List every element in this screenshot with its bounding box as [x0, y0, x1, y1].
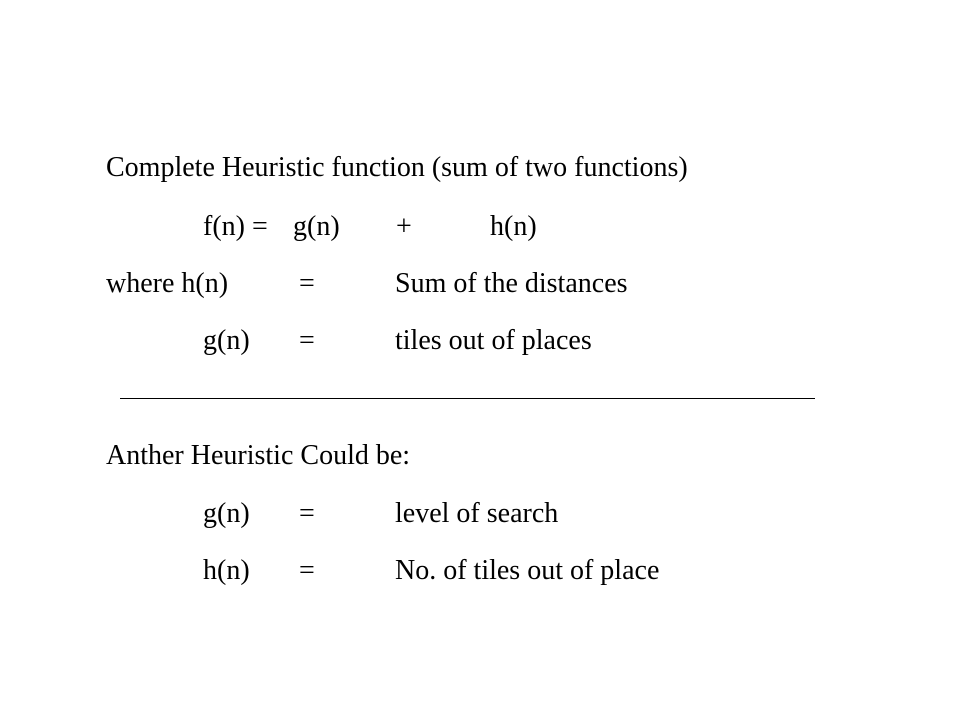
alt-g-prefix: g(n)	[203, 498, 250, 529]
formula-lhs: f(n) =	[203, 211, 268, 242]
formula-h: h(n)	[490, 211, 537, 242]
where-h-desc: Sum of the distances	[395, 268, 628, 299]
alt-h-prefix: h(n)	[203, 555, 250, 586]
alt-g-desc: level of search	[395, 498, 559, 529]
formula-g: g(n)	[293, 211, 340, 242]
where-h-prefix: where h(n)	[106, 268, 229, 299]
divider-line	[120, 398, 815, 399]
alt-h-desc: No. of tiles out of place	[395, 555, 660, 586]
where-g-desc: tiles out of places	[395, 325, 592, 356]
where-g-equals: =	[299, 325, 315, 356]
where-g-prefix: g(n)	[203, 325, 250, 356]
alt-g-equals: =	[299, 498, 315, 529]
heading-complete-heuristic: Complete Heuristic function (sum of two functions)	[106, 152, 688, 183]
alt-h-equals: =	[299, 555, 315, 586]
heading-another-heuristic: Anther Heuristic Could be:	[106, 440, 411, 471]
where-h-equals: =	[299, 268, 315, 299]
formula-plus: +	[396, 211, 412, 242]
